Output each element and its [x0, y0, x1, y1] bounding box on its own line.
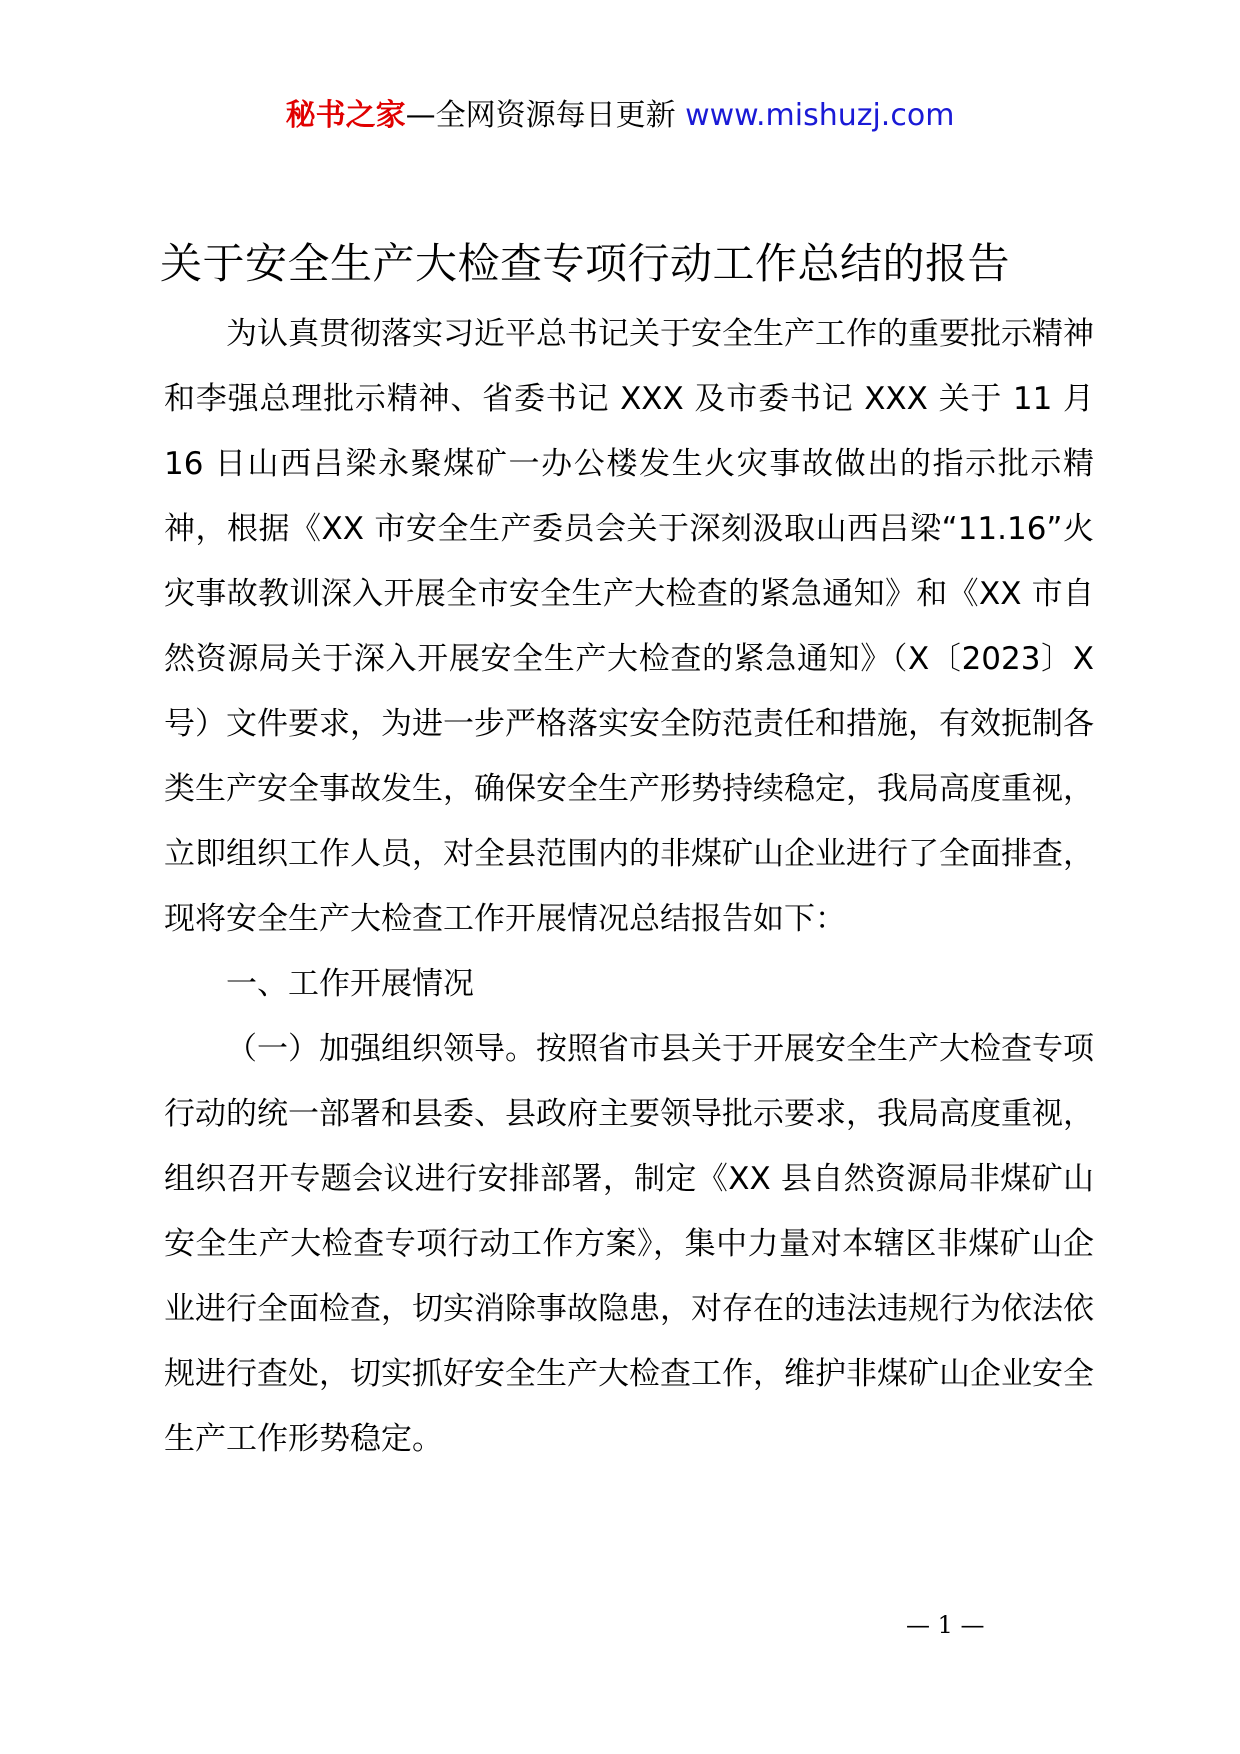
subsection-paragraph: （一）加强组织领导。按照省市县关于开展安全生产大检查专项行动的统一部署和县委、县政府主要领导批示要求，我局高度重视，组织召开专题会议进行安排部署，制定《XX 县自然资源局非煤矿山安全生产大检查专项行动工作方案》，集中力量对本辖区非煤矿山企业进行全面检查，切实消除事故隐患，对存在的违法违规行为依法依规进行查处，切实抓好安全生产大检查工作，维护非煤矿山企业安全生产工作形势稳定。	[164, 1031, 1094, 1457]
section-heading: 一、工作开展情况	[226, 966, 474, 1002]
site-header	[0, 96, 1240, 136]
site-brand: 秘书之家	[285, 98, 406, 133]
site-url[interactable]: www.mishuzj.com	[675, 98, 955, 133]
document-body	[164, 302, 1094, 1472]
document-title: 关于安全生产大检查专项行动工作总结的报告	[160, 239, 1011, 288]
intro-paragraph: 为认真贯彻落实习近平总书记关于安全生产工作的重要批示精神和李强总理批示精神、省委书记 XXX 及市委书记 XXX 关于 11 月 16 日山西吕梁永聚煤矿一办公楼发生火灾事故做出的指示批示精神，根据《XX 市安全生产委员会关于深刻汲取山西吕梁“11.16”火灾事故教训深入开展全市安全生产大检查的紧急通知》和《XX 市自然资源局关于深入开展安全生产大检查的紧急通知》（X〔2023〕X 号）文件要求，为进一步严格落实安全防范责任和措施，有效扼制各类生产安全事故发生，确保安全生产形势持续稳定，我局高度重视，立即组织工作人员，对全县范围内的非煤矿山企业进行了全面排查，现将安全生产大检查工作开展情况总结报告如下：	[164, 316, 1094, 937]
site-slogan: —全网资源每日更新	[405, 98, 676, 133]
page-number: — 1 —	[906, 1611, 985, 1639]
